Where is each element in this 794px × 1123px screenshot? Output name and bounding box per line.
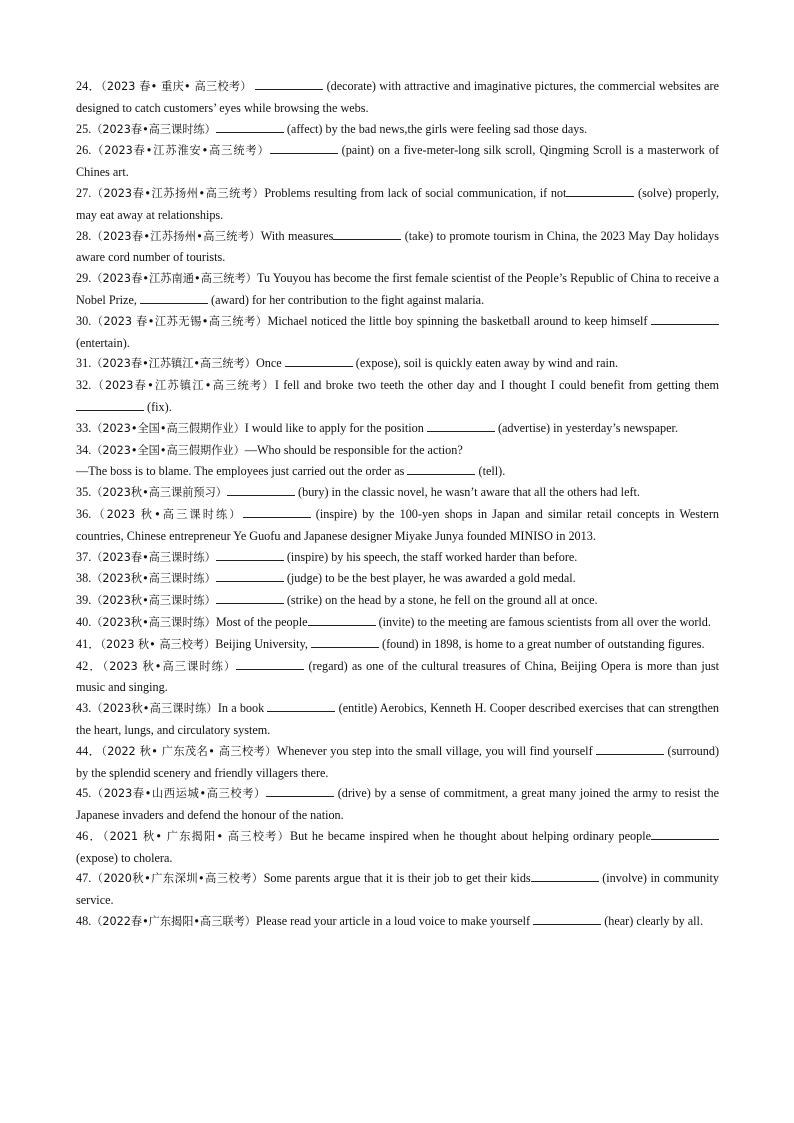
answer-blank[interactable] (243, 506, 311, 518)
question-text-after: (hear) clearly by all. (601, 914, 703, 929)
question-text-after: (affect) by the bad news,the girls were feeling sad those days. (283, 121, 588, 136)
question-text-after: (entitle) Aerobics, Kenneth H. Cooper described exercises that can strengthen the heart, lungs, and circulatory system. (76, 701, 719, 737)
answer-blank[interactable] (216, 121, 284, 133)
question-source: （2022春•广东揭阳•高三联考） (91, 915, 256, 929)
question-number: 26. (76, 143, 92, 158)
question-source: （2023 春•江苏无锡•高三统考） (91, 314, 268, 328)
question-text-after: (strike) on the head by a stone, he fell on the ground all at once. (283, 593, 598, 608)
question-source: （2021 秋• 广东揭阳• 高三校考） (102, 829, 291, 843)
question-number: 27. (76, 185, 92, 200)
question-source: （2023秋•高三课时练） (91, 594, 216, 608)
question-text-after: (award) for her contribution to the fight against malaria. (207, 292, 485, 307)
question-text-after: (drive) by a sense of commitment, a great many joined the army to resist the Japanese invaders and defend the honour of the nation. (76, 786, 719, 823)
question-source: （2023•全国•高三假期作业） (91, 421, 245, 435)
question-source: （2023 秋• 高三校考） (100, 637, 216, 651)
question-item (76, 482, 719, 504)
question-number: 41． (76, 636, 101, 651)
question-number: 39. (76, 593, 92, 608)
question-text-after: (advertise) in yesterday’s newspaper. (494, 420, 678, 435)
question-source: （2023春•江苏淮安•高三统考） (91, 144, 270, 158)
question-number: 33. (76, 420, 92, 435)
question-text-after: (regard) as one of the cultural treasures of China, Beijing Opera is more than just music and singing. (76, 658, 720, 695)
question-source: （2023春•山西运城•高三校考） (91, 787, 266, 801)
question-number: 32. (76, 378, 92, 393)
question-number: 24． (76, 79, 101, 93)
question-list (76, 76, 719, 933)
question-text-after: (expose), soil is quickly eaten away by wind and rain. (352, 356, 619, 371)
question-source: （2023秋•高三课时练） (91, 702, 218, 716)
question-number: 38. (76, 571, 92, 586)
question-text-after: (expose) to cholera. (76, 850, 173, 865)
answer-blank[interactable] (333, 228, 401, 240)
question-number: 28. (76, 228, 92, 243)
question-source: （2023春•江苏扬州•高三统考） (91, 229, 261, 243)
question-text-after: (inspire) by the 100-yen shops in Japan and similar retail concepts in Western countries, Chinese entrepreneur Ye Guofu and Japanese designer Miyake Junya founded MINISO in 2013. (76, 506, 719, 543)
question-number: 31. (76, 356, 92, 371)
question-item (76, 440, 719, 483)
question-text-before: Whenever you step into the small village, you will find yourself (276, 743, 597, 758)
question-number: 44． (76, 743, 102, 758)
question-item (76, 140, 719, 183)
question-number: 48. (76, 914, 92, 929)
question-source: （2023春•江苏镇江•高三统考） (91, 357, 256, 371)
answer-blank[interactable] (407, 463, 475, 475)
question-item (76, 226, 719, 269)
question-text-before: Beijing University, (215, 636, 311, 651)
answer-blank[interactable] (140, 292, 208, 304)
question-text-after: (surround) by the splendid scenery and friendly villagers there. (76, 743, 719, 780)
question-source: （2023 春• 重庆• 高三校考） (100, 80, 252, 93)
answer-blank[interactable] (266, 785, 334, 797)
question-number: 30. (76, 313, 92, 328)
question-source: （2023 秋•高三课时练） (102, 659, 237, 673)
question-text-before: I fell and broke two teeth the other day and I thought I could benefit from getting them (274, 378, 720, 393)
answer-blank[interactable] (308, 614, 376, 626)
question-text-before: Michael noticed the little boy spinning the basketball around to keep himself (267, 313, 652, 328)
question-item (76, 612, 719, 634)
question-text-before: Some parents argue that it is their job to get their kids (263, 871, 531, 886)
question-item (76, 119, 719, 141)
question-number: 29. (76, 271, 92, 286)
question-text-after: (paint) on a five-meter-long silk scroll, Qingming Scroll is a masterwork of Chines art. (76, 143, 720, 180)
answer-blank[interactable] (566, 185, 634, 197)
question-text-line2: —The boss is to blame. The employees just carried out the order as (76, 464, 408, 479)
answer-blank[interactable] (267, 700, 335, 712)
question-source: （2023秋•高三课前预习） (91, 486, 227, 500)
answer-blank[interactable] (227, 484, 295, 496)
question-number: 36. (76, 506, 92, 521)
question-source: （2023春•江苏扬州•高三统考） (91, 186, 265, 200)
question-text-after: (fix). (144, 399, 172, 414)
question-item (76, 590, 719, 612)
answer-blank[interactable] (255, 78, 323, 90)
question-item (76, 418, 719, 440)
question-item (76, 698, 719, 741)
question-item (76, 76, 719, 119)
question-source: （2023 秋•高三课时练） (91, 507, 243, 521)
question-number: 45. (76, 786, 92, 801)
question-source: （2023秋•高三课时练） (91, 572, 216, 586)
answer-blank[interactable] (651, 828, 719, 840)
answer-blank[interactable] (427, 420, 495, 432)
question-number: 43. (76, 701, 92, 716)
question-text-after: (involve) in community service. (76, 871, 719, 908)
answer-blank[interactable] (596, 743, 664, 755)
answer-blank[interactable] (285, 355, 353, 367)
question-item (76, 634, 719, 656)
question-item (76, 504, 719, 547)
question-text-before: —Who should be responsible for the action? (244, 442, 463, 457)
question-item (76, 311, 719, 354)
question-source: （2022 秋• 广东茂名• 高三校考） (101, 744, 277, 758)
answer-blank[interactable] (76, 399, 144, 411)
answer-blank[interactable] (533, 913, 601, 925)
question-text-after: (solve) properly, may eat away at relationships. (76, 185, 720, 222)
question-number: 46． (76, 828, 103, 843)
question-item (76, 656, 719, 699)
answer-blank[interactable] (216, 549, 284, 561)
question-item (76, 868, 719, 911)
answer-blank[interactable] (236, 658, 304, 670)
question-item (76, 911, 719, 933)
question-text-after: (entertain). (76, 335, 130, 350)
question-text-after: (invite) to the meeting are famous scientists from all over the world. (375, 614, 711, 629)
question-text-before: Tu Youyou has become the first female scientist of the People’s Republic of China to receive a Nobel Prize, (76, 271, 720, 307)
question-source: （2023春•高三课时练） (91, 550, 216, 564)
question-text-after: (bury) in the classic novel, he wasn’t aware that all the others had left. (295, 485, 640, 500)
question-text-before: Once (255, 356, 285, 371)
question-text-after: (tell). (475, 464, 506, 479)
answer-blank[interactable] (216, 570, 284, 582)
question-text-after: (found) in 1898, is home to a great number of outstanding figures. (378, 636, 705, 651)
question-number: 35. (76, 485, 92, 500)
question-text-before: Problems resulting from lack of social communication, if not (264, 185, 567, 200)
question-source: （2023春•江苏南通•高三统考） (91, 272, 258, 286)
question-item (76, 268, 719, 311)
question-source: （2023秋•高三课时练） (91, 615, 216, 629)
question-number: 37. (76, 549, 92, 564)
question-text-before: In a book (217, 701, 268, 716)
answer-blank[interactable] (311, 636, 379, 648)
question-item (76, 741, 719, 784)
answer-blank[interactable] (531, 870, 599, 882)
question-source: （2023春•江苏镇江•高三统考） (91, 379, 275, 393)
question-number: 42． (76, 658, 103, 673)
question-source: （2023•全国•高三假期作业） (91, 443, 245, 457)
question-item (76, 375, 719, 418)
question-item (76, 353, 719, 375)
answer-blank[interactable] (216, 592, 284, 604)
question-text-before: But he became inspired when he thought about helping ordinary people (290, 828, 652, 843)
question-item (76, 547, 719, 569)
question-text-before: Please read your article in a loud voice to make yourself (255, 914, 534, 929)
question-item (76, 568, 719, 590)
question-number: 34. (76, 442, 92, 457)
question-text-after: (decorate) with attractive and imaginative pictures, the commercial websites are designed to catch customers’ eyes while browsing the webs. (76, 79, 720, 115)
question-text-after: (take) to promote tourism in China, the 2023 May Day holidays aware cord number of tourists. (76, 228, 719, 265)
question-source: （2023春•高三课时练） (91, 122, 216, 136)
question-text-before: Most of the people (215, 614, 308, 629)
answer-blank[interactable] (270, 142, 338, 154)
answer-blank[interactable] (651, 313, 719, 325)
question-text-before: I would like to apply for the position (244, 420, 427, 435)
question-text-after: (inspire) by his speech, the staff worked harder than before. (283, 549, 578, 564)
question-number: 40. (76, 614, 92, 629)
question-text-before: With measures (260, 228, 334, 243)
question-item (76, 826, 719, 869)
question-number: 47. (76, 871, 92, 886)
question-item (76, 183, 719, 226)
question-source: （2020秋•广东深圳•高三校考） (91, 872, 264, 886)
question-number: 25. (76, 121, 92, 136)
question-item (76, 783, 719, 826)
question-text-after: (judge) to be the best player, he was awarded a gold medal. (283, 571, 576, 586)
